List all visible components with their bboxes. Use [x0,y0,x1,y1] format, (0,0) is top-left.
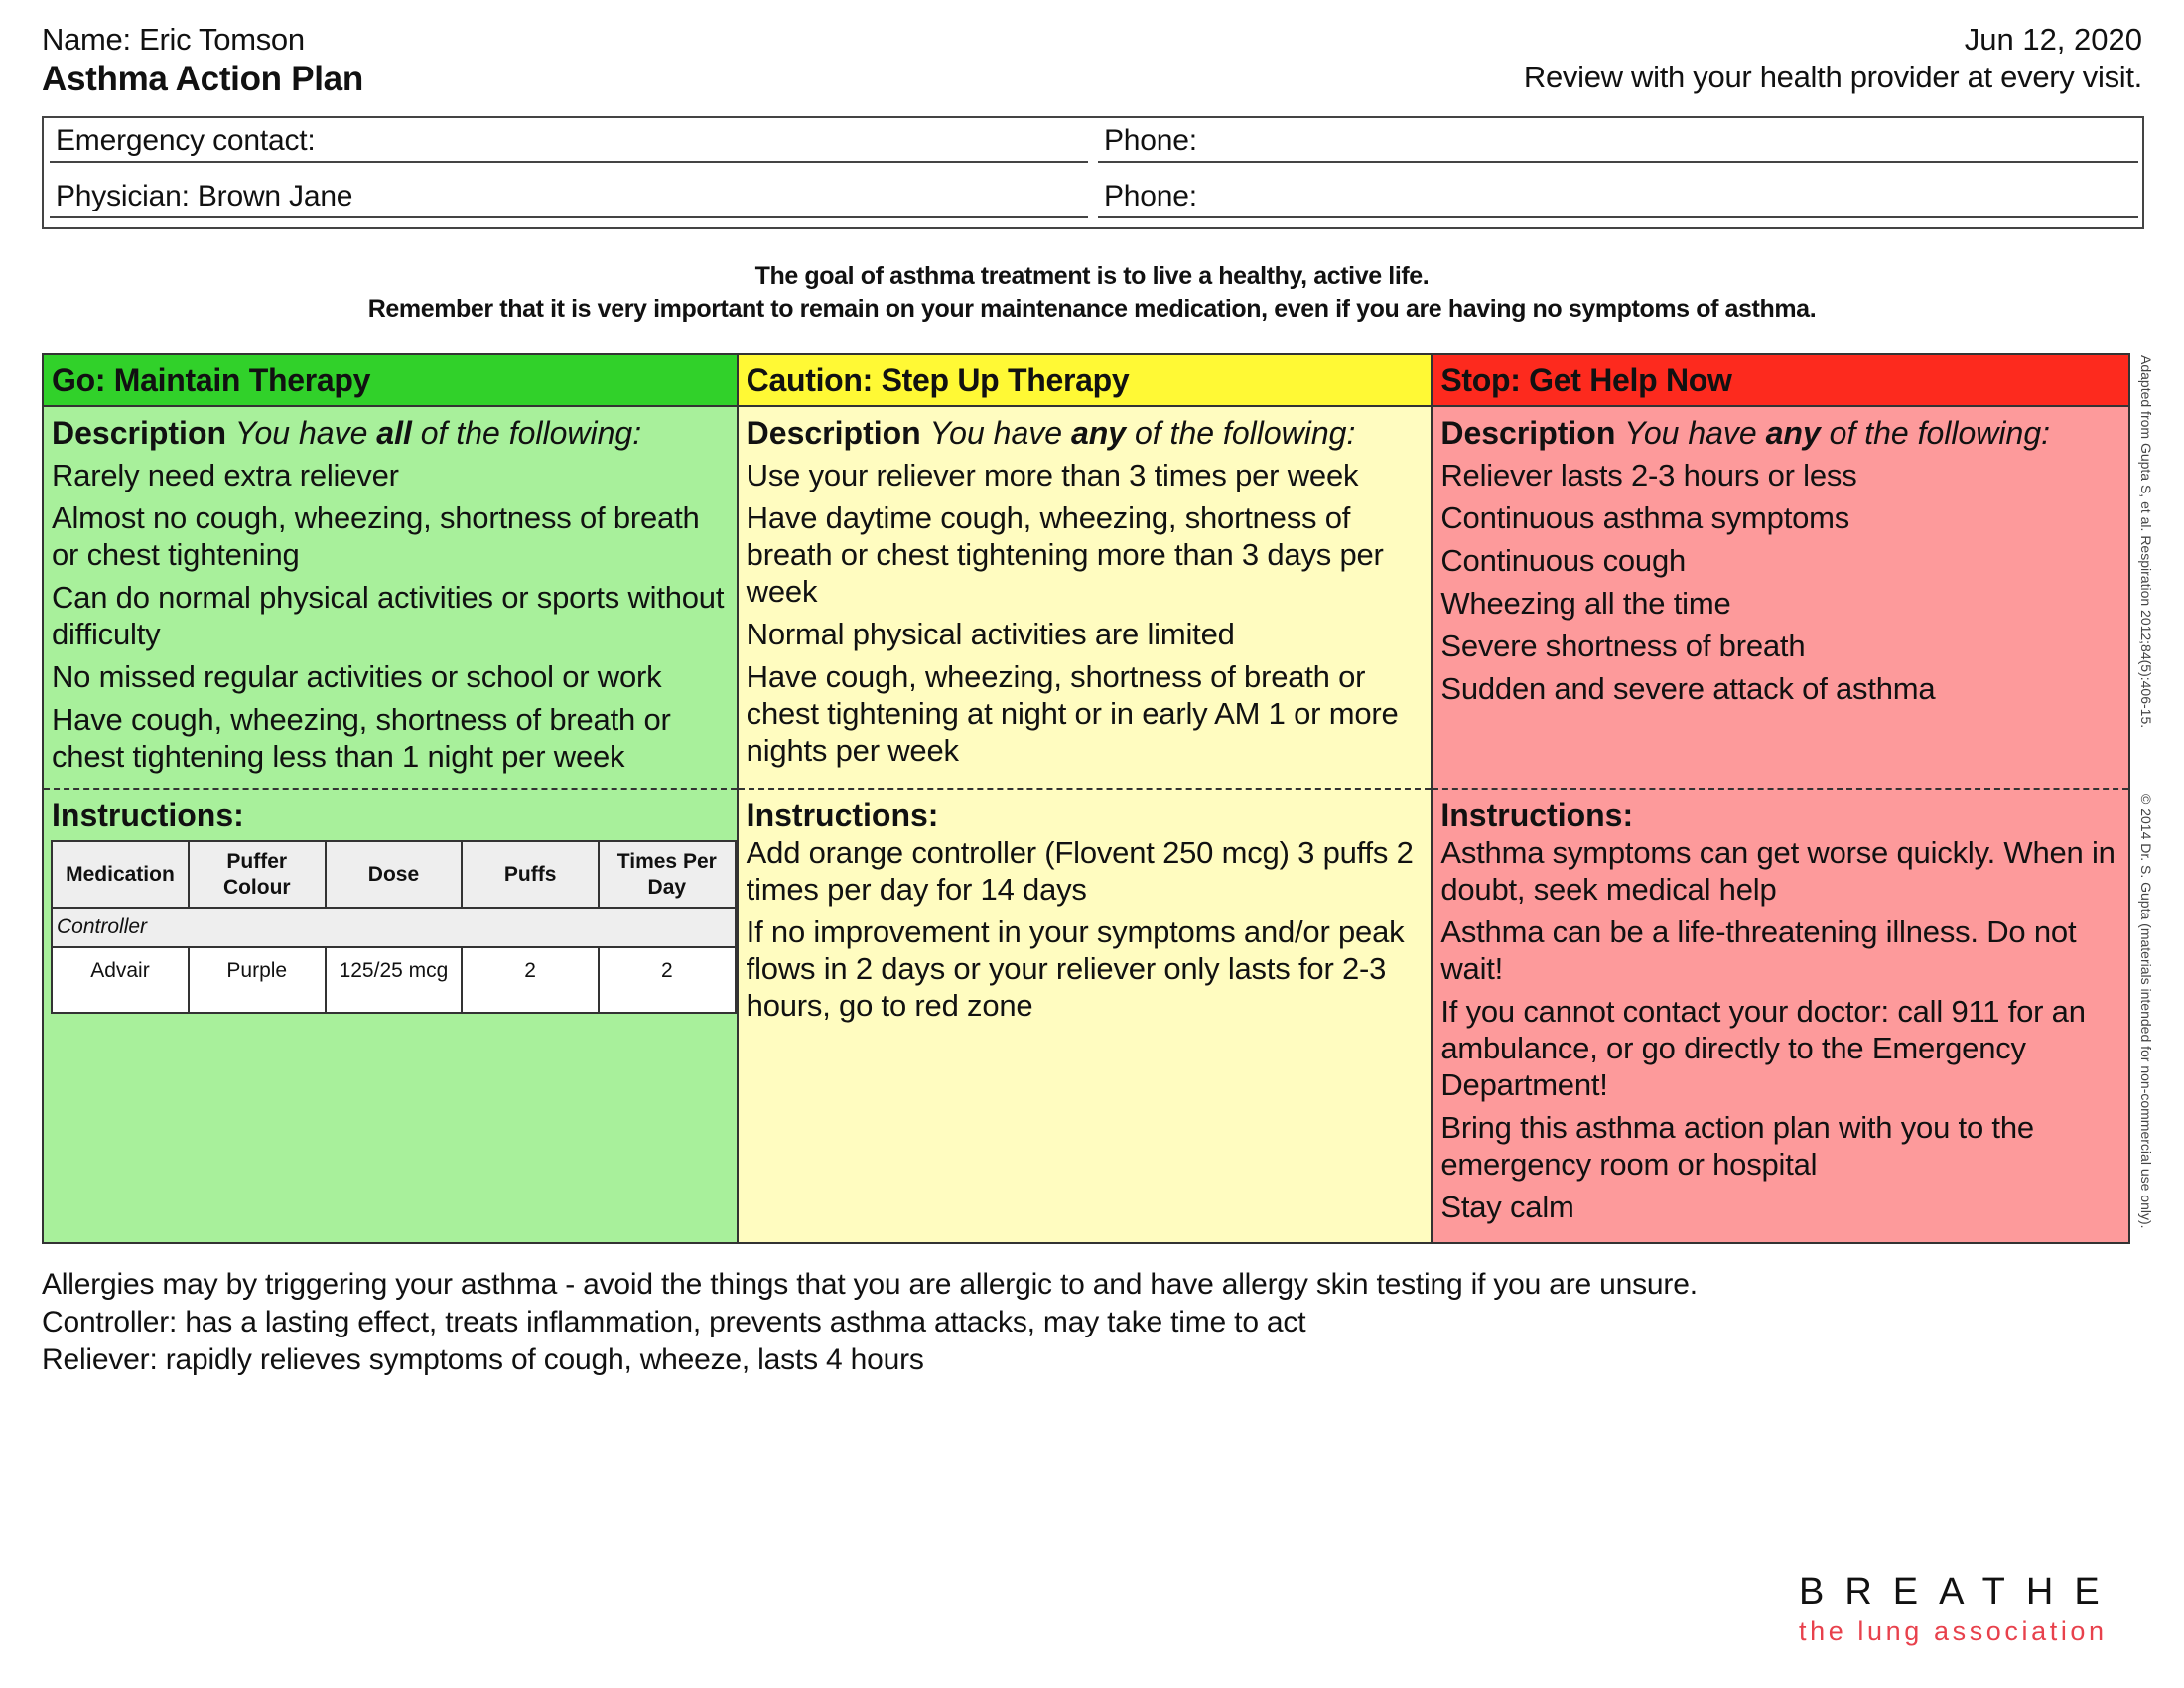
list-item: Bring this asthma action plan with you to the emergency room or hospital [1440,1110,2034,1182]
description-key: any [1070,415,1127,451]
puffs: 2 [462,947,599,1013]
list-item: Stay calm [1440,1190,1574,1224]
description-heading [747,413,1424,453]
description-post: of the following: [1829,415,2050,451]
plan-date: Jun 12, 2020 [1964,22,2142,57]
list-item: Use your reliever more than 3 times per week [746,458,1359,492]
list-item: Severe shortness of breath [1440,629,1806,663]
zone-description [44,407,737,790]
col-dose: Dose [326,841,463,908]
instructions-heading: Instructions: [52,797,244,833]
goal-statement: The goal of asthma treatment is to live a healthy, active life. [754,262,1430,290]
review-note: Review with your health provider at every visit. [1523,60,2142,94]
zone-header: Caution: Step Up Therapy [739,355,1432,407]
category-row [52,908,736,947]
zone-description [1433,407,2128,790]
list-item: Rarely need extra reliever [52,458,399,492]
zone-instructions [739,792,1432,1242]
list-item: Have daytime cough, wheezing, shortness of breath or chest tightening more than 3 days per week [746,500,1384,609]
list-item: Asthma can be a life-threatening illness. Do not wait! [1440,914,2077,986]
description-post: of the following: [420,415,642,451]
zone-yellow [739,355,1433,1242]
zone-header: Stop: Get Help Now [1433,355,2128,407]
list-item: Have cough, wheezing, shortness of breath or chest tightening less than 1 night per week [52,702,671,774]
instruction-list [1440,834,2120,1225]
patient-name: Name: Eric Tomson [42,22,305,57]
physician-field[interactable]: Physician: Brown Jane [50,177,1088,218]
zone-header: Go: Maintain Therapy [44,355,737,407]
symptom-list [747,457,1424,769]
medication-table-header [52,841,736,908]
col-times-per-day: Times Per Day [599,841,736,908]
list-item: Sudden and severe attack of asthma [1440,671,1936,706]
list-item: No missed regular activities or school or work [52,659,662,694]
list-item: Can do normal physical activities or sports without difficulty [52,580,725,651]
emergency-phone-field[interactable]: Phone: [1098,121,2138,163]
description-label: Description [52,415,227,451]
list-item: Asthma symptoms can get worse quickly. When in doubt, seek medical help [1440,835,2116,907]
list-item: Continuous asthma symptoms [1440,500,1850,535]
zones-table [42,353,2130,1244]
category-controller: Controller [52,908,736,947]
col-puffer-colour: Puffer Colour [189,841,326,908]
description-pre: You have [929,415,1063,451]
description-post: of the following: [1134,415,1356,451]
list-item: Have cough, wheezing, shortness of breath or chest tightening at night or in early AM 1 or more nights per week [746,659,1399,768]
description-heading [1440,413,2120,453]
maintenance-reminder: Remember that it is very important to remain on your maintenance medication, even if you are having no symptoms of asthma. [367,295,1817,323]
zone-green [44,355,739,1242]
list-item: Reliever lasts 2-3 hours or less [1440,458,1857,492]
list-item: If no improvement in your symptoms and/or peak flows in 2 days or your reliever only lasts for 2-3 hours, go to red zone [746,914,1405,1023]
zone-instructions [44,792,737,1242]
medication-table [51,840,737,1014]
page-title: Asthma Action Plan [42,60,363,98]
table-row [52,947,736,1013]
zone-red [1433,355,2128,1242]
dose: 125/25 mcg [326,947,463,1013]
citation-note: Adapted from Gupta S, et al. Respiration 2012;84(5):406-15. [2138,355,2154,729]
list-item: Wheezing all the time [1440,586,1731,621]
times-per-day: 2 [599,947,736,1013]
instructions-heading: Instructions: [746,797,939,833]
zone-instructions [1433,792,2128,1242]
footnote-allergies: Allergies may by triggering your asthma - avoid the things that you are allergic to and have allergy skin testing if you are unsure. [42,1268,1698,1301]
description-label: Description [1440,415,1616,451]
description-pre: You have [1624,415,1757,451]
col-puffs: Puffs [462,841,599,908]
medication-name: Advair [52,947,189,1013]
symptom-list [52,457,729,774]
instructions-heading: Instructions: [1440,797,1634,833]
list-item: Add orange controller (Flovent 250 mcg) 3 puffs 2 times per day for 14 days [746,835,1414,907]
contact-box [42,116,2144,229]
emergency-contact-field[interactable]: Emergency contact: [50,121,1088,163]
physician-phone-field[interactable]: Phone: [1098,177,2138,218]
col-medication: Medication [52,841,189,908]
zone-description [739,407,1432,790]
puffer-colour: Purple [189,947,326,1013]
description-key: any [1765,415,1821,451]
breathe-logo: BREATHE [1799,1571,2120,1613]
description-key: all [376,415,412,451]
list-item: If you cannot contact your doctor: call 911 for an ambulance, or go directly to the Emergency Department! [1440,994,2086,1102]
list-item: Almost no cough, wheezing, shortness of breath or chest tightening [52,500,700,572]
copyright-note: © 2014 Dr. S. Gupta (materials intended for non-commercial use only). [2138,794,2154,1229]
symptom-list [1440,457,2120,707]
description-heading [52,413,729,453]
instruction-list [747,834,1424,1024]
footnote-controller: Controller: has a lasting effect, treats inflammation, prevents asthma attacks, may take time to act [42,1306,1306,1338]
footnote-reliever: Reliever: rapidly relieves symptoms of cough, wheeze, lasts 4 hours [42,1343,924,1376]
description-label: Description [746,415,921,451]
list-item: Continuous cough [1440,543,1687,578]
lung-association-tagline: the lung association [1799,1617,2108,1646]
description-pre: You have [234,415,368,451]
list-item: Normal physical activities are limited [746,617,1235,651]
